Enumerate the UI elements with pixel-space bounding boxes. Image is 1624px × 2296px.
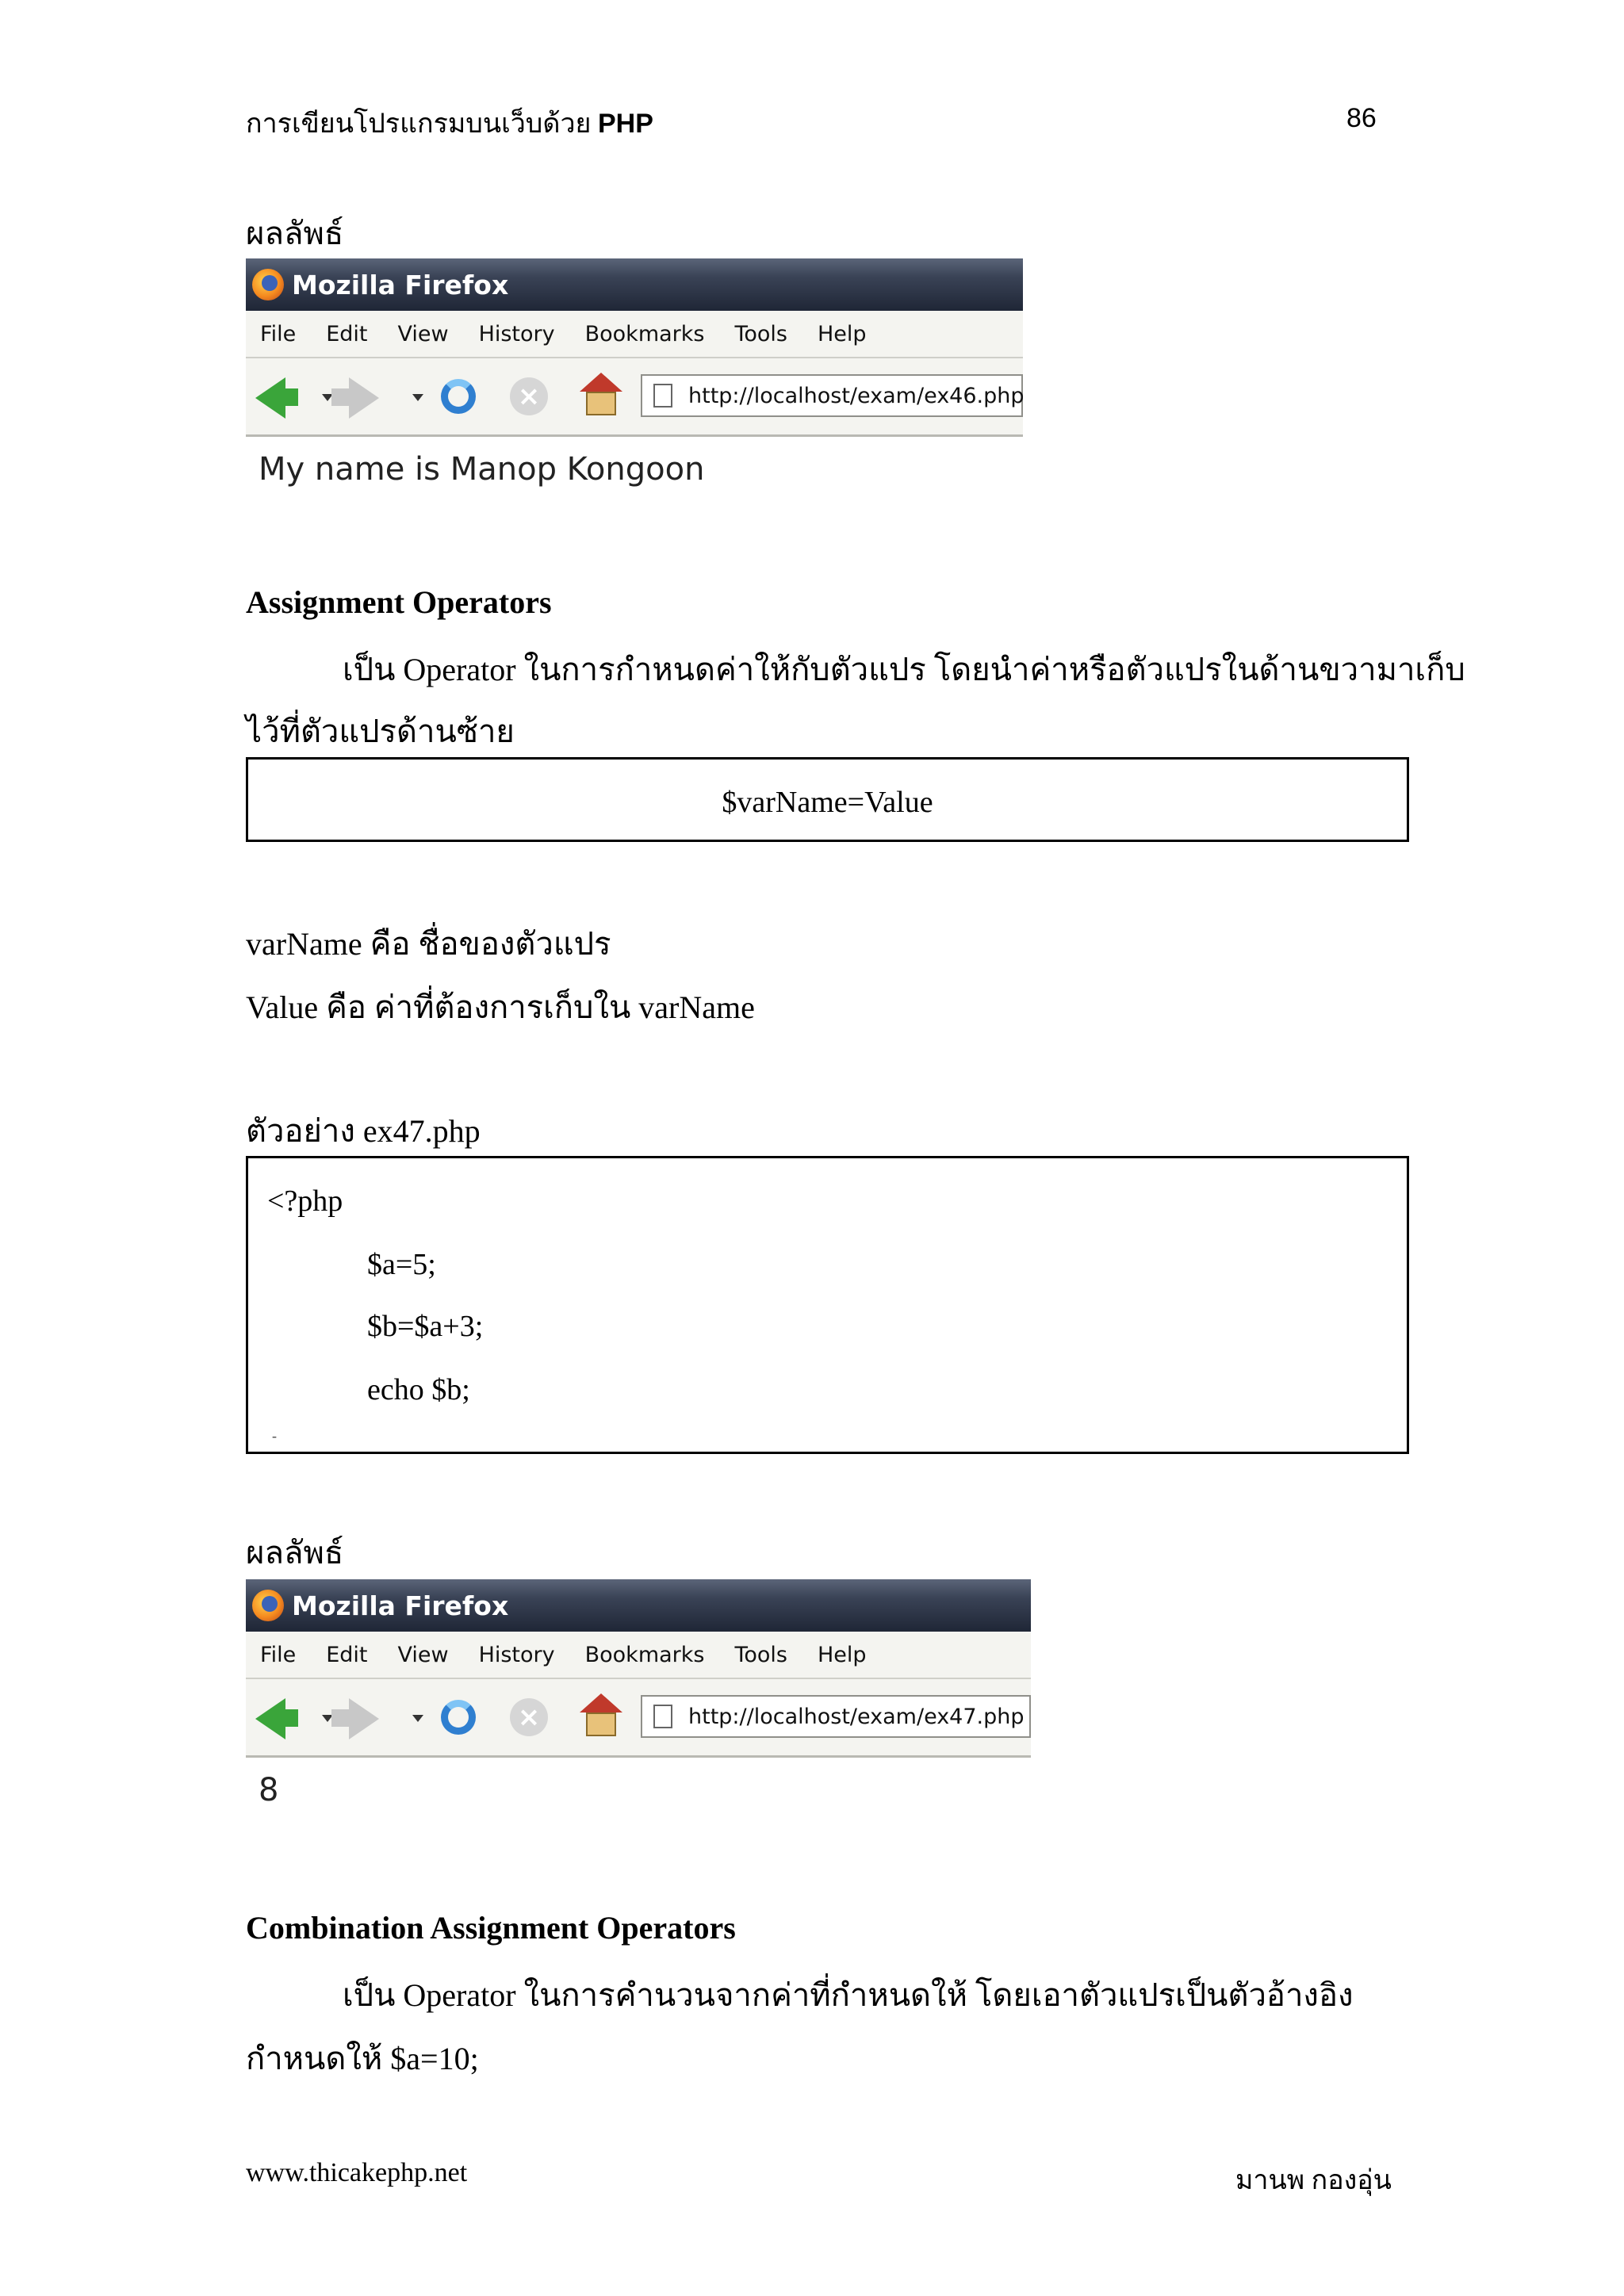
definition-varname: varName คือ ชื่อของตัวแปร: [246, 926, 611, 962]
menu-tools[interactable]: Tools: [734, 321, 787, 346]
result-label: ผลลัพธ์: [246, 1535, 344, 1571]
window-title-bar: [246, 1579, 1031, 1632]
address-url[interactable]: http://localhost/exam/ex47.php: [688, 1704, 1025, 1729]
address-bar[interactable]: [641, 1695, 1031, 1738]
menu-view[interactable]: View: [397, 321, 449, 346]
page-icon: [653, 384, 672, 408]
section-heading-assignment: Assignment Operators: [246, 584, 552, 620]
example-label: ตัวอย่าง ex47.php: [246, 1113, 481, 1149]
menu-file[interactable]: File: [260, 1642, 297, 1667]
code-line: $b=$a+3;: [367, 1310, 484, 1343]
syntax-formula: $varName=Value: [722, 786, 933, 819]
window-title-bar: [246, 258, 1023, 311]
menu-edit[interactable]: Edit: [326, 321, 368, 346]
menu-view[interactable]: View: [397, 1642, 449, 1667]
running-header: [246, 101, 653, 144]
reload-icon[interactable]: [441, 1700, 476, 1735]
window-title: Mozilla Firefox: [292, 1590, 509, 1621]
forward-arrow-tail-icon: [331, 388, 349, 406]
menu-help[interactable]: Help: [818, 1642, 867, 1667]
footer-website: www.thicakephp.net: [246, 2158, 468, 2187]
reload-icon[interactable]: [441, 379, 476, 414]
address-url[interactable]: http://localhost/exam/ex46.php: [688, 383, 1025, 408]
header-title-php: PHP: [597, 109, 653, 139]
page-content: 8: [259, 1772, 279, 1808]
navigation-toolbar: [246, 358, 1023, 437]
back-arrow-tail-icon: [281, 388, 298, 406]
page-content: My name is Manop Kongoon: [259, 451, 705, 488]
stop-icon[interactable]: ×: [510, 1698, 548, 1736]
code-line: $a=5;: [367, 1248, 436, 1281]
assignment-description-line2: ไว้ที่ตัวแปรด้านซ้าย: [246, 714, 515, 749]
definition-value: Value คือ ค่าที่ต้องการเก็บใน varName: [246, 989, 755, 1025]
firefox-screenshot-1: [246, 258, 1023, 488]
menu-file[interactable]: File: [260, 321, 297, 346]
forward-arrow-tail-icon: [331, 1709, 349, 1727]
page-icon: [653, 1705, 672, 1728]
forward-dropdown-icon[interactable]: [412, 1715, 423, 1722]
code-line: echo $b;: [367, 1373, 470, 1406]
menu-bar: [246, 311, 1023, 358]
stop-icon[interactable]: ×: [510, 377, 548, 415]
combination-description-line1: เป็น Operator ในการคำนวนจากค่าที่กำหนดให้ โดยเอาตัวแปรเป็นตัวอ้างอิง: [343, 1977, 1354, 2013]
combination-description-line2: กำหนดให้ $a=10;: [246, 2041, 479, 2076]
header-title-thai: การเขียนโปรแกรมบนเว็บด้วย: [246, 109, 592, 139]
section-heading-combination: Combination Assignment Operators: [246, 1910, 736, 1946]
page-number: 86: [1346, 103, 1377, 133]
firefox-logo-icon: [252, 269, 284, 300]
firefox-logo-icon: [252, 1590, 284, 1621]
menu-history[interactable]: History: [478, 321, 555, 346]
address-bar[interactable]: [641, 374, 1023, 417]
home-icon[interactable]: [580, 373, 621, 415]
forward-arrow-icon[interactable]: [349, 1698, 379, 1739]
menu-edit[interactable]: Edit: [326, 1642, 368, 1667]
menu-help[interactable]: Help: [818, 321, 867, 346]
menu-bookmarks[interactable]: Bookmarks: [584, 321, 705, 346]
assignment-description-line1: เป็น Operator ในการกำหนดค่าให้กับตัวแปร โดยนำค่าหรือตัวแปรในด้านขวามาเก็บ: [343, 652, 1465, 687]
window-title: Mozilla Firefox: [292, 269, 509, 300]
navigation-toolbar: [246, 1679, 1031, 1758]
menu-history[interactable]: History: [478, 1642, 555, 1667]
menu-tools[interactable]: Tools: [734, 1642, 787, 1667]
syntax-box: [246, 757, 1409, 842]
footer-author: มานพ กองอุ่น: [1235, 2166, 1392, 2195]
forward-dropdown-icon[interactable]: [412, 394, 423, 401]
code-line: <?php: [267, 1184, 343, 1218]
menu-bookmarks[interactable]: Bookmarks: [584, 1642, 705, 1667]
forward-arrow-icon[interactable]: [349, 377, 379, 419]
code-box: [246, 1156, 1409, 1454]
home-icon[interactable]: [580, 1693, 621, 1736]
trailing-mark: -: [272, 1428, 277, 1444]
menu-bar: [246, 1632, 1031, 1679]
firefox-screenshot-2: [246, 1579, 1031, 1808]
result-label: ผลลัพธ์: [246, 216, 344, 251]
back-arrow-tail-icon: [281, 1709, 298, 1727]
